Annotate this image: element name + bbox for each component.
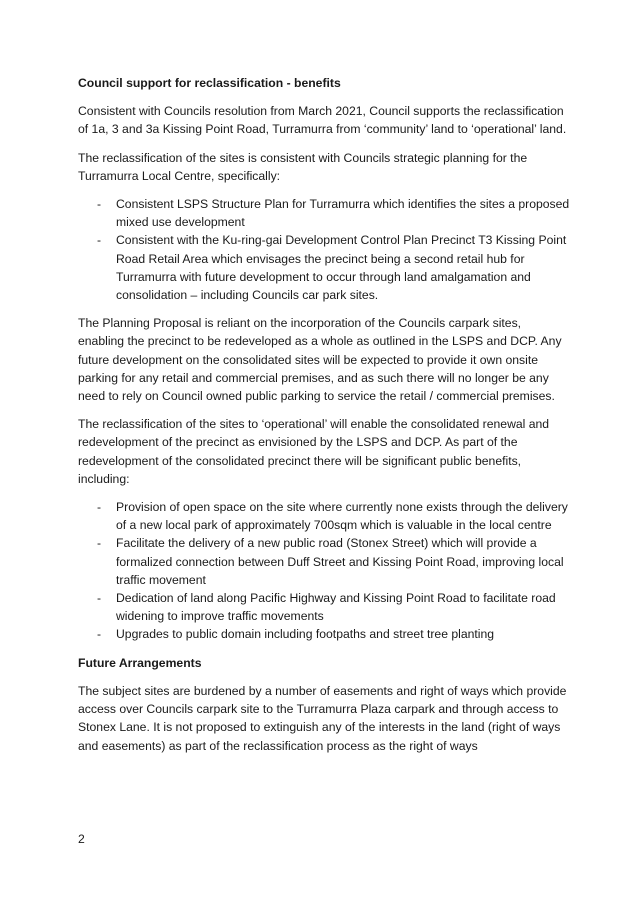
list-dash: - (97, 500, 102, 515)
list-public-benefits (78, 498, 570, 644)
paragraph-easements: The subject sites are burdened by a number of easements and right of ways which provide access over Councils carpark site to the Turramurra Plaza carpark and through access to Stonex Lane. It is not proposed to extinguish any of the interests in the land (right of ways and easements) as part of the reclassification process as the right of ways (78, 683, 567, 753)
list-item-text: Consistent with the Ku-ring-gai Development Control Plan Precinct T3 Kissing Point Road Retail Area which envisages the precinct being a second retail hub for Turramurra with future development to occur through land amalgamation and consolidation – including Councils car park sites. (116, 233, 567, 303)
list-item (78, 195, 570, 231)
list-item-text: Upgrades to public domain including footpaths and street tree planting (116, 627, 495, 642)
list-dash: - (97, 627, 102, 642)
list-item (78, 625, 570, 643)
list-item-text: Facilitate the delivery of a new public road (Stonex Street) which will provide a formalized connection between Duff Street and Kissing Point Road, improving local traffic movement (116, 536, 564, 587)
paragraph-reclassification-benefits: The reclassification of the sites to ‘operational’ will enable the consolidated renewal and redevelopment of the precinct as envisioned by the LSPS and DCP. As part of the redevelopment of the consolidated precinct there will be significant public benefits, including: (78, 417, 550, 486)
section-heading-future-arrangements: Future Arrangements (78, 655, 202, 670)
paragraph-strategic-planning: The reclassification of the sites is consistent with Councils strategic planning for the Turramurra Local Centre, specifically: (78, 150, 528, 183)
list-item-text: Provision of open space on the site where currently none exists through the delivery of a new local park of approximately 700sqm which is valuable in the local centre (116, 500, 568, 533)
list-item (78, 534, 570, 589)
paragraph-resolution: Consistent with Councils resolution from March 2021, Council supports the reclassification of 1a, 3 and 3a Kissing Point Road, Turramurra from ‘community’ land to ‘operational’ land. (78, 104, 567, 137)
list-item (78, 589, 570, 625)
list-strategic-consistency (78, 195, 570, 304)
list-item (78, 231, 570, 304)
list-item (78, 498, 570, 534)
section-heading-council-support: Council support for reclassification - benefits (78, 76, 341, 90)
list-dash: - (97, 536, 102, 551)
document-page (78, 74, 570, 765)
list-dash: - (97, 233, 102, 248)
paragraph-planning-proposal: The Planning Proposal is reliant on the incorporation of the Councils carpark sites, enabling the precinct to be redeveloped as a whole as outlined in the LSPS and DCP. Any future development on the consolidated sites will be expected to provide it own onsite parking for any retail and commercial premises, and as such there will no longer be any need to rely on Council owned public parking to service the retail / commercial premises. (78, 316, 562, 404)
list-item-text: Dedication of land along Pacific Highway and Kissing Point Road to facilitate road widening to improve traffic movements (116, 591, 556, 624)
list-dash: - (97, 591, 102, 606)
list-dash: - (97, 197, 102, 212)
list-item-text: Consistent LSPS Structure Plan for Turramurra which identifies the sites a proposed mixed use development (116, 197, 570, 230)
page-number: 2 (78, 832, 85, 846)
